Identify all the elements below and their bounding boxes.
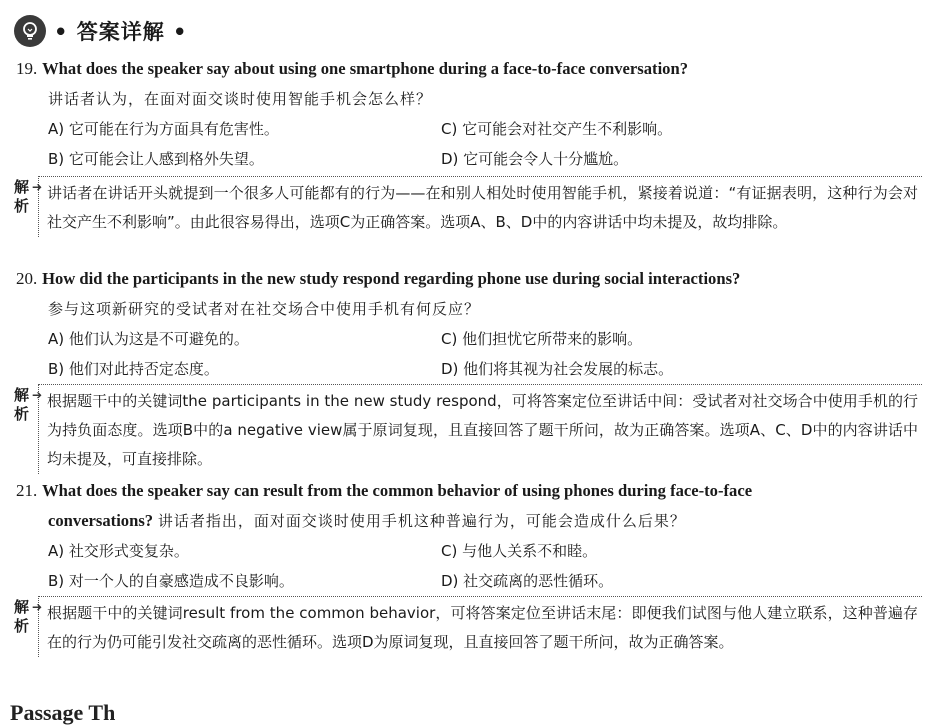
question-20: [16, 264, 922, 384]
options: [16, 536, 922, 596]
arrow-icon: ➔: [32, 180, 43, 194]
question-en-line: [16, 264, 922, 294]
question-en-line-2: [16, 506, 922, 536]
option-d: D) 它可能会令人十分尴尬。: [441, 150, 629, 168]
section-header: [14, 12, 187, 50]
analysis-text: 根据题干中的关键词result from the common behavior，可将答案定位至讲话末尾：即便我们试图与他人建立联系，这种普遍存在的行为仍可能引发社交疏离的恶性循环。选项D为原词复现，且直接回答了题干所问，故为正确答案。: [47, 604, 918, 651]
analysis-20: [14, 384, 922, 474]
option-b: B) 他们对此持否定态度。: [48, 360, 219, 378]
question-cn: 讲话者指出，面对面交谈时使用手机这种普遍行为，可能会造成什么后果？: [157, 512, 686, 530]
question-number: 21.: [16, 481, 38, 500]
analysis-box: [38, 384, 922, 474]
question-cn: 参与这项新研究的受试者对在社交场合中使用手机有何反应？: [48, 300, 481, 318]
option-a: A) 社交形式变复杂。: [48, 542, 189, 560]
analysis-19: [14, 176, 922, 237]
analysis-label: 解析: [14, 386, 30, 423]
question-en-line: [16, 54, 922, 84]
arrow-icon: ➔: [32, 388, 43, 402]
question-number: 20.: [16, 269, 38, 288]
question-19: [16, 54, 922, 174]
option-c: C) 他们担忧它所带来的影响。: [441, 330, 643, 348]
option-c: C) 与他人关系不和睦。: [441, 542, 598, 560]
question-en-line: [16, 476, 922, 506]
next-section-heading-cut: Passage Th: [10, 700, 116, 725]
analysis-box: [38, 596, 922, 657]
option-b: B) 对一个人的自豪感造成不良影响。: [48, 572, 294, 590]
question-number: 19.: [16, 59, 38, 78]
options: [16, 324, 922, 384]
options: [16, 114, 922, 174]
option-c: C) 它可能会对社交产生不利影响。: [441, 120, 673, 138]
option-d: D) 他们将其视为社会发展的标志。: [441, 360, 674, 378]
lightbulb-icon: [14, 15, 46, 47]
option-a: A) 它可能在行为方面具有危害性。: [48, 120, 279, 138]
analysis-21: [14, 596, 922, 657]
arrow-icon: ➔: [32, 600, 43, 614]
question-en: How did the participants in the new study respond regarding phone use during social interactions?: [42, 269, 741, 288]
analysis-text: 根据题干中的关键词the participants in the new study respond，可将答案定位至讲话中间：受试者对社交场合中使用手机的行为持负面态度。选项B中的a negative view属于原词复现，且直接回答了题干所问，故为正确答案。选项A、C、D中的内容讲话中均未提及，可直接排除。: [47, 392, 918, 468]
question-21: [16, 476, 922, 596]
question-en: What does the speaker say about using one smartphone during a face-to-face conversation?: [42, 59, 689, 78]
analysis-label: 解析: [14, 178, 30, 215]
section-title: • 答案详解 •: [54, 20, 188, 44]
question-en: What does the speaker say can result from the common behavior of using phones during face-to-face: [42, 481, 753, 500]
question-cn: 讲话者认为，在面对面交谈时使用智能手机会怎么样？: [48, 90, 433, 108]
question-en-cont: conversations?: [48, 511, 154, 530]
analysis-box: [38, 176, 922, 237]
option-b: B) 它可能会让人感到格外失望。: [48, 150, 264, 168]
option-d: D) 社交疏离的恶性循环。: [441, 572, 614, 590]
analysis-label: 解析: [14, 598, 30, 635]
analysis-text: 讲话者在讲话开头就提到一个很多人可能都有的行为——在和别人相处时使用智能手机，紧接着说道：“有证据表明，这种行为会对社交产生不利影响”。由此很容易得出，选项C为正确答案。选项A、B、D中的内容讲话中均未提及，故均排除。: [47, 184, 918, 231]
option-a: A) 他们认为这是不可避免的。: [48, 330, 249, 348]
